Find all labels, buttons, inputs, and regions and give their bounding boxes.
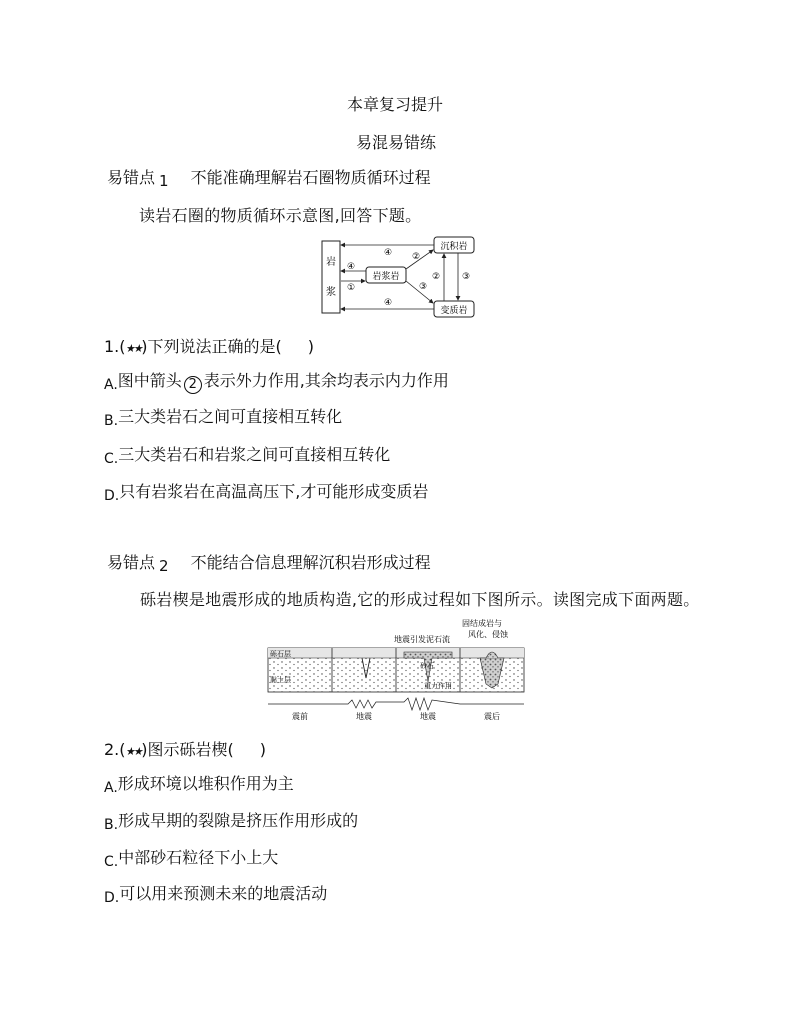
option-letter: B. — [104, 413, 119, 429]
option-text: 可以用来预测未来的地震活动 — [119, 884, 328, 903]
option-text: 中部砂石粒径下小上大 — [118, 848, 279, 867]
error-point-number: 1 — [159, 172, 169, 190]
q1-option-d[interactable] — [104, 479, 428, 502]
stage-after: 震后 — [484, 712, 500, 721]
error-point-label: 易错点 — [107, 168, 156, 187]
option-letter: A. — [104, 377, 118, 393]
arrow-label-met-sed: ② — [431, 272, 441, 282]
page-title: 本章复习提升 — [347, 95, 444, 114]
arrow-label-ign-met: ③ — [418, 282, 428, 292]
q2-text: )图示砾岩楔( — [141, 740, 234, 759]
metamorphic-label: 变质岩 — [440, 306, 468, 316]
label-quake-debris: 地震引发泥石流 — [394, 635, 450, 644]
q2-prefix: 2.( — [104, 740, 126, 759]
difficulty-stars-icon: ★★ — [124, 745, 143, 758]
label-gravel-layer: 砾石层 — [270, 650, 291, 658]
difficulty-stars-icon: ★★ — [124, 342, 143, 355]
option-text: 三大类岩石之间可直接相互转化 — [118, 407, 343, 426]
q2-option-d[interactable] — [104, 881, 327, 904]
q2-option-c[interactable] — [104, 845, 278, 868]
q2-close: ) — [259, 740, 266, 759]
option-letter: C. — [104, 451, 119, 467]
q2-option-a[interactable] — [104, 771, 294, 794]
q1-option-b[interactable] — [104, 404, 342, 427]
arrow-label-ign-magma: ④ — [346, 262, 356, 272]
stage-before: 震前 — [292, 712, 308, 721]
option-letter: D. — [104, 488, 120, 504]
option-letter: A. — [104, 780, 118, 796]
point2-intro: 砾岩楔是地震形成的地质构造,它的形成过程如下图所示。读图完成下面两题。 — [140, 590, 700, 609]
error-point-text: 不能结合信息理解沉积岩形成过程 — [190, 553, 431, 572]
q2-option-b[interactable] — [104, 808, 358, 831]
label-weathering: 风化、侵蚀 — [468, 630, 508, 639]
arrow-label-ign-sed: ② — [411, 252, 421, 262]
error-point-2-heading — [107, 550, 431, 573]
option-text-before: 图中箭头 — [117, 371, 182, 390]
label-gravity: 重力作用 — [424, 682, 452, 690]
label-clay-layer: 黏土层 — [270, 676, 291, 684]
seismic-wave-line — [268, 698, 524, 710]
question-1 — [104, 334, 314, 357]
point1-intro: 读岩石圈的物质循环示意图,回答下题。 — [139, 206, 422, 225]
q1-option-a[interactable] — [104, 368, 449, 394]
question-2 — [104, 737, 266, 760]
error-point-1-heading — [107, 165, 431, 188]
q1-option-c[interactable] — [104, 442, 390, 465]
error-point-number: 2 — [159, 557, 169, 575]
stage-quake-1: 地震 — [356, 712, 372, 721]
stage-quake-2: 地震 — [420, 712, 436, 721]
igneous-label: 岩浆岩 — [372, 272, 400, 282]
option-text-after: 表示外力作用,其余均表示内力作用 — [203, 371, 449, 390]
error-point-text: 不能准确理解岩石圈物质循环过程 — [190, 168, 431, 187]
arrow-label-bottom: ④ — [383, 298, 393, 308]
magma-label-1: 岩 — [326, 257, 336, 268]
option-text: 只有岩浆岩在高温高压下,才可能形成变质岩 — [119, 482, 429, 501]
option-letter: C. — [104, 854, 119, 870]
option-text: 三大类岩石和岩浆之间可直接相互转化 — [118, 445, 391, 464]
error-point-label: 易错点 — [107, 553, 156, 572]
option-letter: D. — [104, 890, 120, 906]
label-gravel-sand: 砂石 — [420, 662, 434, 670]
q1-close: ) — [307, 337, 314, 356]
q1-text: )下列说法正确的是( — [141, 337, 282, 356]
sedimentary-label: 沉积岩 — [440, 242, 468, 252]
rock-cycle-diagram — [318, 235, 478, 320]
label-consolidation: 固结成岩与 — [462, 619, 502, 628]
gravel-wedge-diagram — [264, 618, 530, 722]
section-title: 易混易错练 — [356, 133, 437, 152]
arrow-label-top: ④ — [383, 248, 393, 258]
option-text: 形成早期的裂隙是挤压作用形成的 — [118, 811, 359, 830]
arrow-label-magma-ign: ① — [346, 283, 356, 293]
circled-number-icon: 2 — [184, 376, 202, 394]
arrow-label-sed-met: ③ — [461, 272, 471, 282]
q1-prefix: 1.( — [104, 337, 126, 356]
option-letter: B. — [104, 817, 119, 833]
magma-box — [322, 241, 340, 313]
magma-label-2: 浆 — [326, 287, 336, 298]
option-text: 形成环境以堆积作用为主 — [117, 774, 294, 793]
